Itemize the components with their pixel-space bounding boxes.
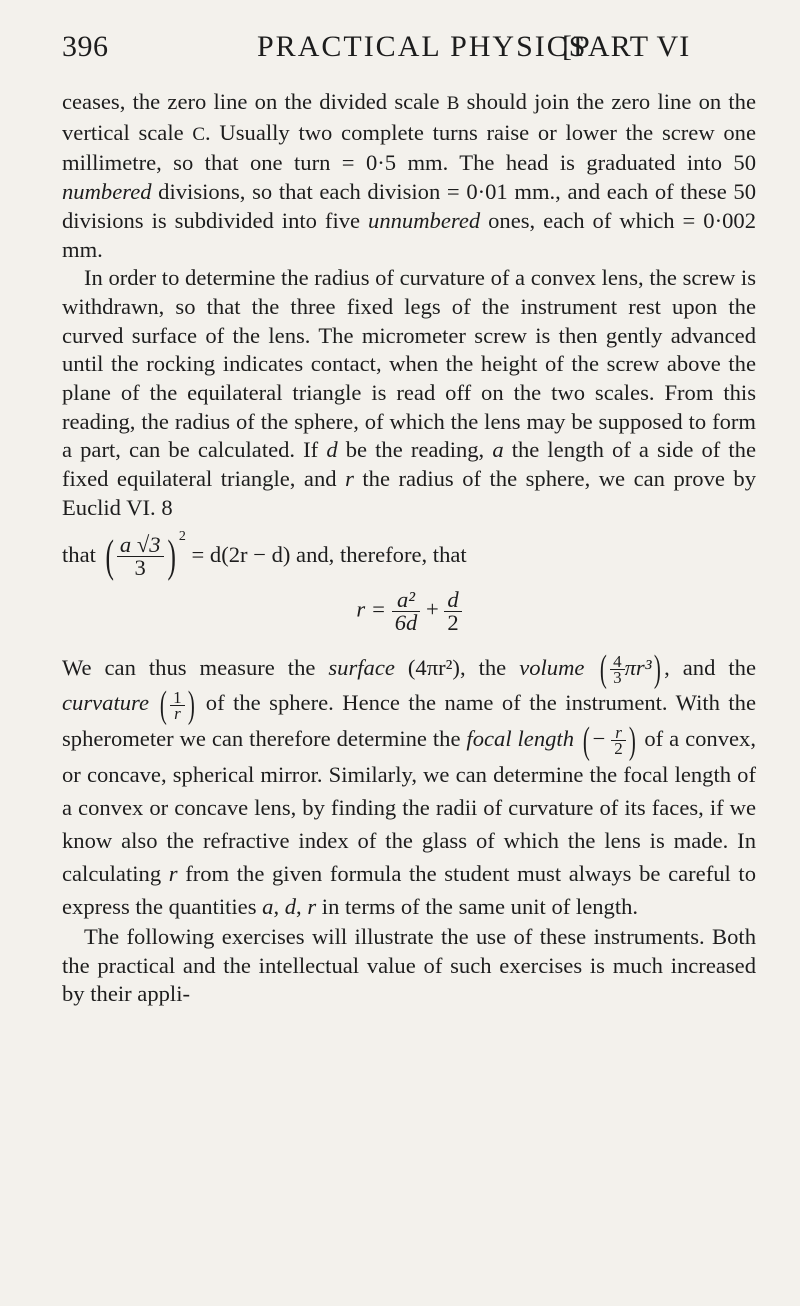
text-run: In order to determine the radius of curvature of a convex lens, the screw is withdrawn, so that the three fixed legs of the instrument rest upon the curved surface of the lens. The micrometer screw is then gently advanced until the rocking indicates contact, when the height of the screw above the plane of the equilateral triangle is read off on the two scales. From this reading, the radius of the sphere, of which the lens may be supposed to form a part, can be calculated. If bbox=[62, 265, 756, 463]
var-r: r bbox=[345, 466, 354, 492]
text-run: the radius of the sphere, we can prove by Euclid VI. 8 bbox=[62, 466, 756, 520]
text-run: the length of a side of the fixed equilateral triangle, and bbox=[62, 437, 756, 492]
emphasis-volume: volume bbox=[519, 654, 585, 680]
var-a: a bbox=[262, 893, 274, 919]
text-run: ceases, the zero line on the divided scale bbox=[62, 89, 447, 114]
emphasis-unnumbered: unnumbered bbox=[368, 207, 481, 233]
text-run: , and the bbox=[664, 654, 756, 680]
body-text bbox=[62, 88, 756, 1009]
var-r: r bbox=[168, 860, 178, 886]
minus-sign: − bbox=[592, 726, 606, 752]
right-paren: ) bbox=[187, 684, 195, 727]
text-run: ones, each of which = 0·002 mm. bbox=[62, 207, 756, 262]
fraction-numerator: 4 bbox=[610, 654, 625, 670]
comma: , bbox=[273, 893, 285, 919]
paragraph-3 bbox=[62, 648, 757, 923]
var-d: d bbox=[326, 437, 338, 463]
text-run: We can thus measure the bbox=[62, 654, 329, 680]
fraction-denominator: 2 bbox=[614, 739, 623, 759]
right-paren: ) bbox=[166, 530, 176, 582]
text-run: divisions, so that each division = 0·01 mm., and each of these 50 divisions is subdivided into five bbox=[62, 179, 756, 233]
formula-lhs: r = bbox=[356, 596, 387, 622]
left-paren: ( bbox=[104, 530, 114, 582]
formula-rhs: = d(2r − d) and, therefore, that bbox=[191, 541, 467, 567]
fraction-denominator: 6d bbox=[394, 609, 418, 635]
scale-label-b: B bbox=[446, 93, 460, 114]
fraction bbox=[392, 586, 421, 635]
formula-radius bbox=[62, 585, 756, 651]
comma: , bbox=[296, 893, 308, 919]
emphasis-curvature: curvature bbox=[62, 690, 149, 716]
exponent: 2 bbox=[178, 528, 186, 544]
var-a: a bbox=[492, 437, 504, 463]
volume-expression: πr³ bbox=[624, 654, 652, 680]
fraction-numerator: a √3 bbox=[117, 534, 164, 557]
fraction-numerator: r bbox=[611, 725, 626, 741]
part-label: [PART VI bbox=[562, 30, 691, 63]
plus-sign: + bbox=[425, 596, 439, 622]
text-run: of a convex, or concave, spherical mirror. Similarly, we can determine the focal length of a convex or concave lens, by finding the radii of curvature of its faces, if we know also the refractive index of the glass of which the lens is made. In calculating bbox=[62, 726, 756, 886]
var-r: r bbox=[307, 893, 317, 919]
text-run: should join the zero line on the vertical scale bbox=[62, 89, 757, 145]
fraction-denominator: r bbox=[174, 703, 181, 723]
text-run: in terms of the same unit of length. bbox=[316, 893, 639, 919]
page-number: 396 bbox=[62, 30, 109, 63]
text-run: of the sphere. Hence the name of the instrument. With the spherometer we can therefore determine the bbox=[62, 690, 756, 752]
left-paren: ( bbox=[582, 719, 590, 762]
fraction-denominator: 3 bbox=[134, 554, 146, 580]
paragraph-1 bbox=[62, 88, 756, 264]
fraction-denominator: 3 bbox=[613, 667, 622, 687]
paragraph-2 bbox=[62, 264, 756, 522]
emphasis-focal-length: focal length bbox=[466, 726, 575, 752]
var-d: d bbox=[284, 893, 297, 919]
emphasis-numbered: numbered bbox=[62, 179, 152, 205]
running-header bbox=[62, 30, 762, 70]
scale-label-c: C bbox=[192, 123, 206, 145]
text-run: from the given formula the student must always be careful to express the quantities bbox=[62, 860, 757, 919]
fraction-numerator: 1 bbox=[170, 690, 185, 706]
formula-lead: that bbox=[62, 541, 96, 567]
right-paren: ) bbox=[628, 719, 636, 762]
left-paren: ( bbox=[600, 648, 608, 691]
emphasis-surface: surface bbox=[328, 654, 395, 680]
text-run: . Usually two complete turns raise or lower the screw one millimetre, so that one turn = 0·5 mm. The head is graduated into 50 bbox=[62, 119, 756, 176]
paragraph-4: The following exercises will illustrate the use of these instruments. Both the practical and the intellectual value of such exercises is much increased by their appli- bbox=[62, 923, 756, 1007]
formula-sagitta bbox=[62, 523, 756, 585]
text-run: be the reading, bbox=[337, 437, 493, 463]
left-paren: ( bbox=[160, 684, 168, 727]
fraction bbox=[117, 531, 164, 580]
fraction bbox=[610, 651, 625, 687]
fraction bbox=[444, 586, 461, 635]
fraction bbox=[170, 687, 185, 723]
running-title: PRACTICAL PHYSICS bbox=[257, 30, 588, 63]
fraction-denominator: 2 bbox=[447, 609, 459, 635]
right-paren: ) bbox=[654, 648, 662, 691]
text-run: (4πr²), the bbox=[394, 654, 520, 680]
fraction bbox=[611, 723, 626, 759]
fraction-numerator: a² bbox=[392, 589, 421, 612]
fraction-numerator: d bbox=[444, 589, 461, 612]
